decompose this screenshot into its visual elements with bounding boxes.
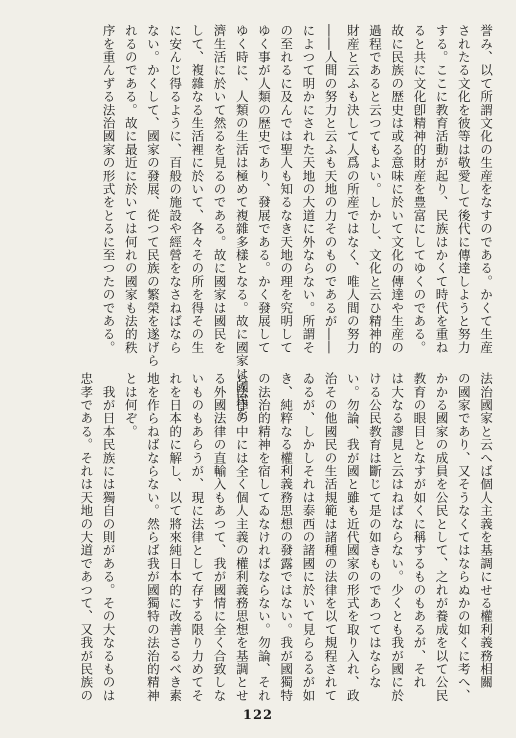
text-line: ゆく時に、人類の生活は極めて複雜多樣となる。故に國家は國民を	[233, 24, 249, 420]
text-line: る外國法律の直輸入もあつて、我が國情に全く合致しな	[211, 372, 227, 702]
text-line: ゐるが、しかしそれは泰西の諸國に於いて見らるるが如	[300, 372, 316, 702]
text-line: 我が日本民族には獨自の則がある。その大なるものは	[100, 372, 116, 702]
text-line: ――人間の努力と云ふも天地の力そのものであるが――	[322, 24, 338, 354]
text-line: の國家であり、又そうなくてはならぬかの如くに考へ、	[455, 372, 471, 702]
text-line: 故に民族の歴史は或る意味に於いて文化の傳達や生産の	[389, 24, 405, 354]
text-line: によつて明かにされた天地の大道に外ならない。所謂そ	[300, 24, 316, 354]
text-line: 濟生活に於いて然るを見るのである。故に國家は國民を	[211, 24, 227, 354]
text-line: 忠孝である。それは天地の大道であつて、又我が民族の	[78, 372, 94, 702]
text-line: いものもあらうが、現に法律として存する限り力めてそ	[189, 372, 205, 702]
page-number: 122	[242, 708, 274, 723]
text-line: して、複雜なる生活裡に於いて、各々その所を得その生	[189, 24, 205, 354]
text-line: に安んじ得るように、百般の施設や經營をなさねばなら	[167, 24, 183, 354]
bottom-text-block	[30, 372, 496, 702]
text-line: ない。かくして、國家の發展、從つて民族の繁榮を遂げら	[144, 24, 160, 368]
text-line: 誉み、以て所謂文化の生産をなすのである。かくて生産	[478, 24, 493, 354]
text-line: かかる國家の成員を公民として、之れが養成を以て公民	[433, 372, 449, 702]
text-line: する。ここに教育活動が起り、民族はかくて時代を重ね	[433, 24, 449, 354]
text-line: 法治國家と云へば個人主義を基調にせる權利義務相關	[478, 372, 493, 689]
text-line: 教育の眼目となすが如くに稱するものもあるが、それ	[411, 372, 427, 689]
text-line: 財産と云ふも決して人爲の所産ではなく、唯人間の努力	[344, 24, 360, 354]
text-line: は大なる謬見と云はねばならない。少くとも我が國に於	[389, 372, 405, 702]
text-line: の法治的精神を宿してゐなければならない。勿論、それ	[255, 372, 271, 702]
text-line: ると共に文化卽精神的財産を豊富にしてゆくのである。	[411, 24, 427, 354]
text-line: 治その他國民の生活規範は諸種の法律を以て規程されて	[322, 372, 338, 702]
text-line: き、純粹なる權利義務思想の發露ではない。我が國獨特	[278, 372, 294, 702]
text-line: ら法律の中には全く個人主義の權利義務思想を基調とせ	[233, 372, 249, 702]
text-line: 地を作らねばならない。然らば我が國獨特の法治的精神	[144, 372, 160, 702]
text-line: の至れるに及んでは聖人も知るなき天地の理を究明して	[278, 24, 294, 354]
text-line: ゆく事が人類の歴史であり、發展である。かく發展して	[255, 24, 271, 354]
text-line: い。勿論、我が國と雖も近代國家の形式を取り入れ、政	[344, 372, 360, 702]
text-line: 過程であると云つてもよい。しかし、文化と云ひ精神的	[366, 24, 382, 354]
text-line: れを日本的に解し、以て將來純日本的に改善さるべき素	[167, 372, 183, 702]
text-line: されたる文化を彼等は敬愛して後代に傳達しようと努力	[455, 24, 471, 354]
text-line: とは何ぞ。	[122, 372, 138, 438]
text-line: 序を重んずる法治國家の形式をとるに至つたのである。	[100, 24, 116, 354]
text-line: れるのである。故に最近に於いては何れの國家も法的秩	[122, 24, 138, 354]
text-line: ける公民教育は斷じて是の如きものであつてはならな	[366, 372, 382, 689]
